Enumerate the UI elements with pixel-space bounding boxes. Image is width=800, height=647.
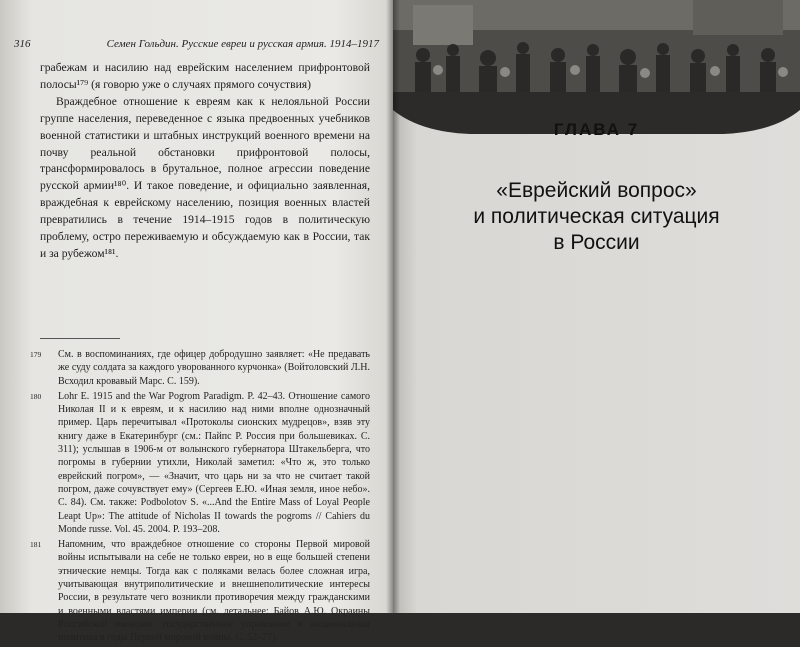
footnote-number: 179 — [30, 350, 42, 359]
left-page — [0, 0, 393, 644]
chapter-label: ГЛАВА 7 — [553, 120, 640, 139]
footnote — [30, 390, 370, 536]
running-head-title: Семен Гольдин. Русские евреи и русская армия. 1914–1917 — [106, 38, 379, 50]
footnotes — [30, 348, 370, 647]
chapter-title — [393, 178, 800, 256]
book-gutter — [386, 0, 400, 613]
chapter-title-line: и политическая ситуация — [473, 205, 720, 228]
chapter-photo — [393, 0, 800, 105]
right-page — [393, 0, 800, 613]
chapter-title-line: в России — [553, 231, 640, 254]
footnote — [30, 348, 370, 388]
footnote-number: 180 — [30, 391, 42, 401]
footnote-text: См. в воспоминаниях, где офицер добродушно заявляет: «Не предавать же суду солдата за каждого уворованного курчонка» (Войтоловский Л.Н. Всходил кровавый Марс. С. 159). — [58, 349, 370, 387]
footnote — [30, 538, 370, 644]
crowd-photo-illustration — [393, 0, 800, 105]
paragraph: Враждебное отношение к евреям как к нелояльной России группе населения, переведенное с языка предвоенных учебников военной статистики и штабных инструкций военного времени на почву реальной обстановки прифронтовой полосы, трансформировалось в брутальное, полное агрессии поведение русской армии¹⁸⁰. И такое поведение, и официально заявленная, враждебная к еврейскому населению, позиция военных властей превратились в течение 1914–1915 годов в политическую проблему, остро переживаемую и обсуждаемую как в России, так и за рубежом¹⁸¹. — [40, 94, 370, 260]
paragraph: грабежам и насилию над еврейским населением прифронтовой полосы¹⁷⁹ (я говорю уже о случаях прямого сочуствия) — [40, 61, 370, 91]
running-header — [14, 38, 379, 50]
footnote-text: Напомним, что враждебное отношение со стороны Первой мировой войны испытывали на себе не только евреи, но в еще большей степени этнические немцы. Тогда как с поляками велась более сложная игра, учитывающая внутриполитические и внешнеполитические интересы России, в результате чего возникли противоречия между гражданскими и военными властями империи (см. детальнее: Байов А.Ю. Окраины Российской империи: государственное управление и национальная политика в годы Первой мировой войны. С. 52–77). — [58, 539, 370, 644]
chapter-title-line: «Еврейский вопрос» — [496, 179, 697, 202]
main-text — [40, 60, 370, 263]
footnote-divider — [40, 338, 120, 339]
footnote-text: Lohr E. 1915 and the War Pogrom Paradigm. P. 42–43. Отношение самого Николая II и к евреям, и к насилию над ними вполне однозначный пример. Царь перечитывал «Протоколы сионских мудрецов», взяв эту книгу даже в Екатеринбург (см.: Пайпс Р. Россия при большевиках. С. 311); услышав в 1906-м от волынского губернатора Штакельберга, что погромы в губернии утихли, Николай заметил: «Что ж, это только еврейский погром», — «Значит, что царь ни за что не считает такой погром, даже сочувствует ему» (Сергеев Е.Ю. «Иная земля, иное небо». С. 84). См. также: Podbolotov S. «...And the Entire Mass of Loyal People Leapt Up»: The attitude of Nicholas II towards the pogroms // Cahiers du Monde russe. Vol. 45. 2004. P. 193–208. — [58, 390, 370, 535]
footnote-number: 181 — [30, 540, 42, 550]
page-number: 316 — [14, 38, 31, 50]
